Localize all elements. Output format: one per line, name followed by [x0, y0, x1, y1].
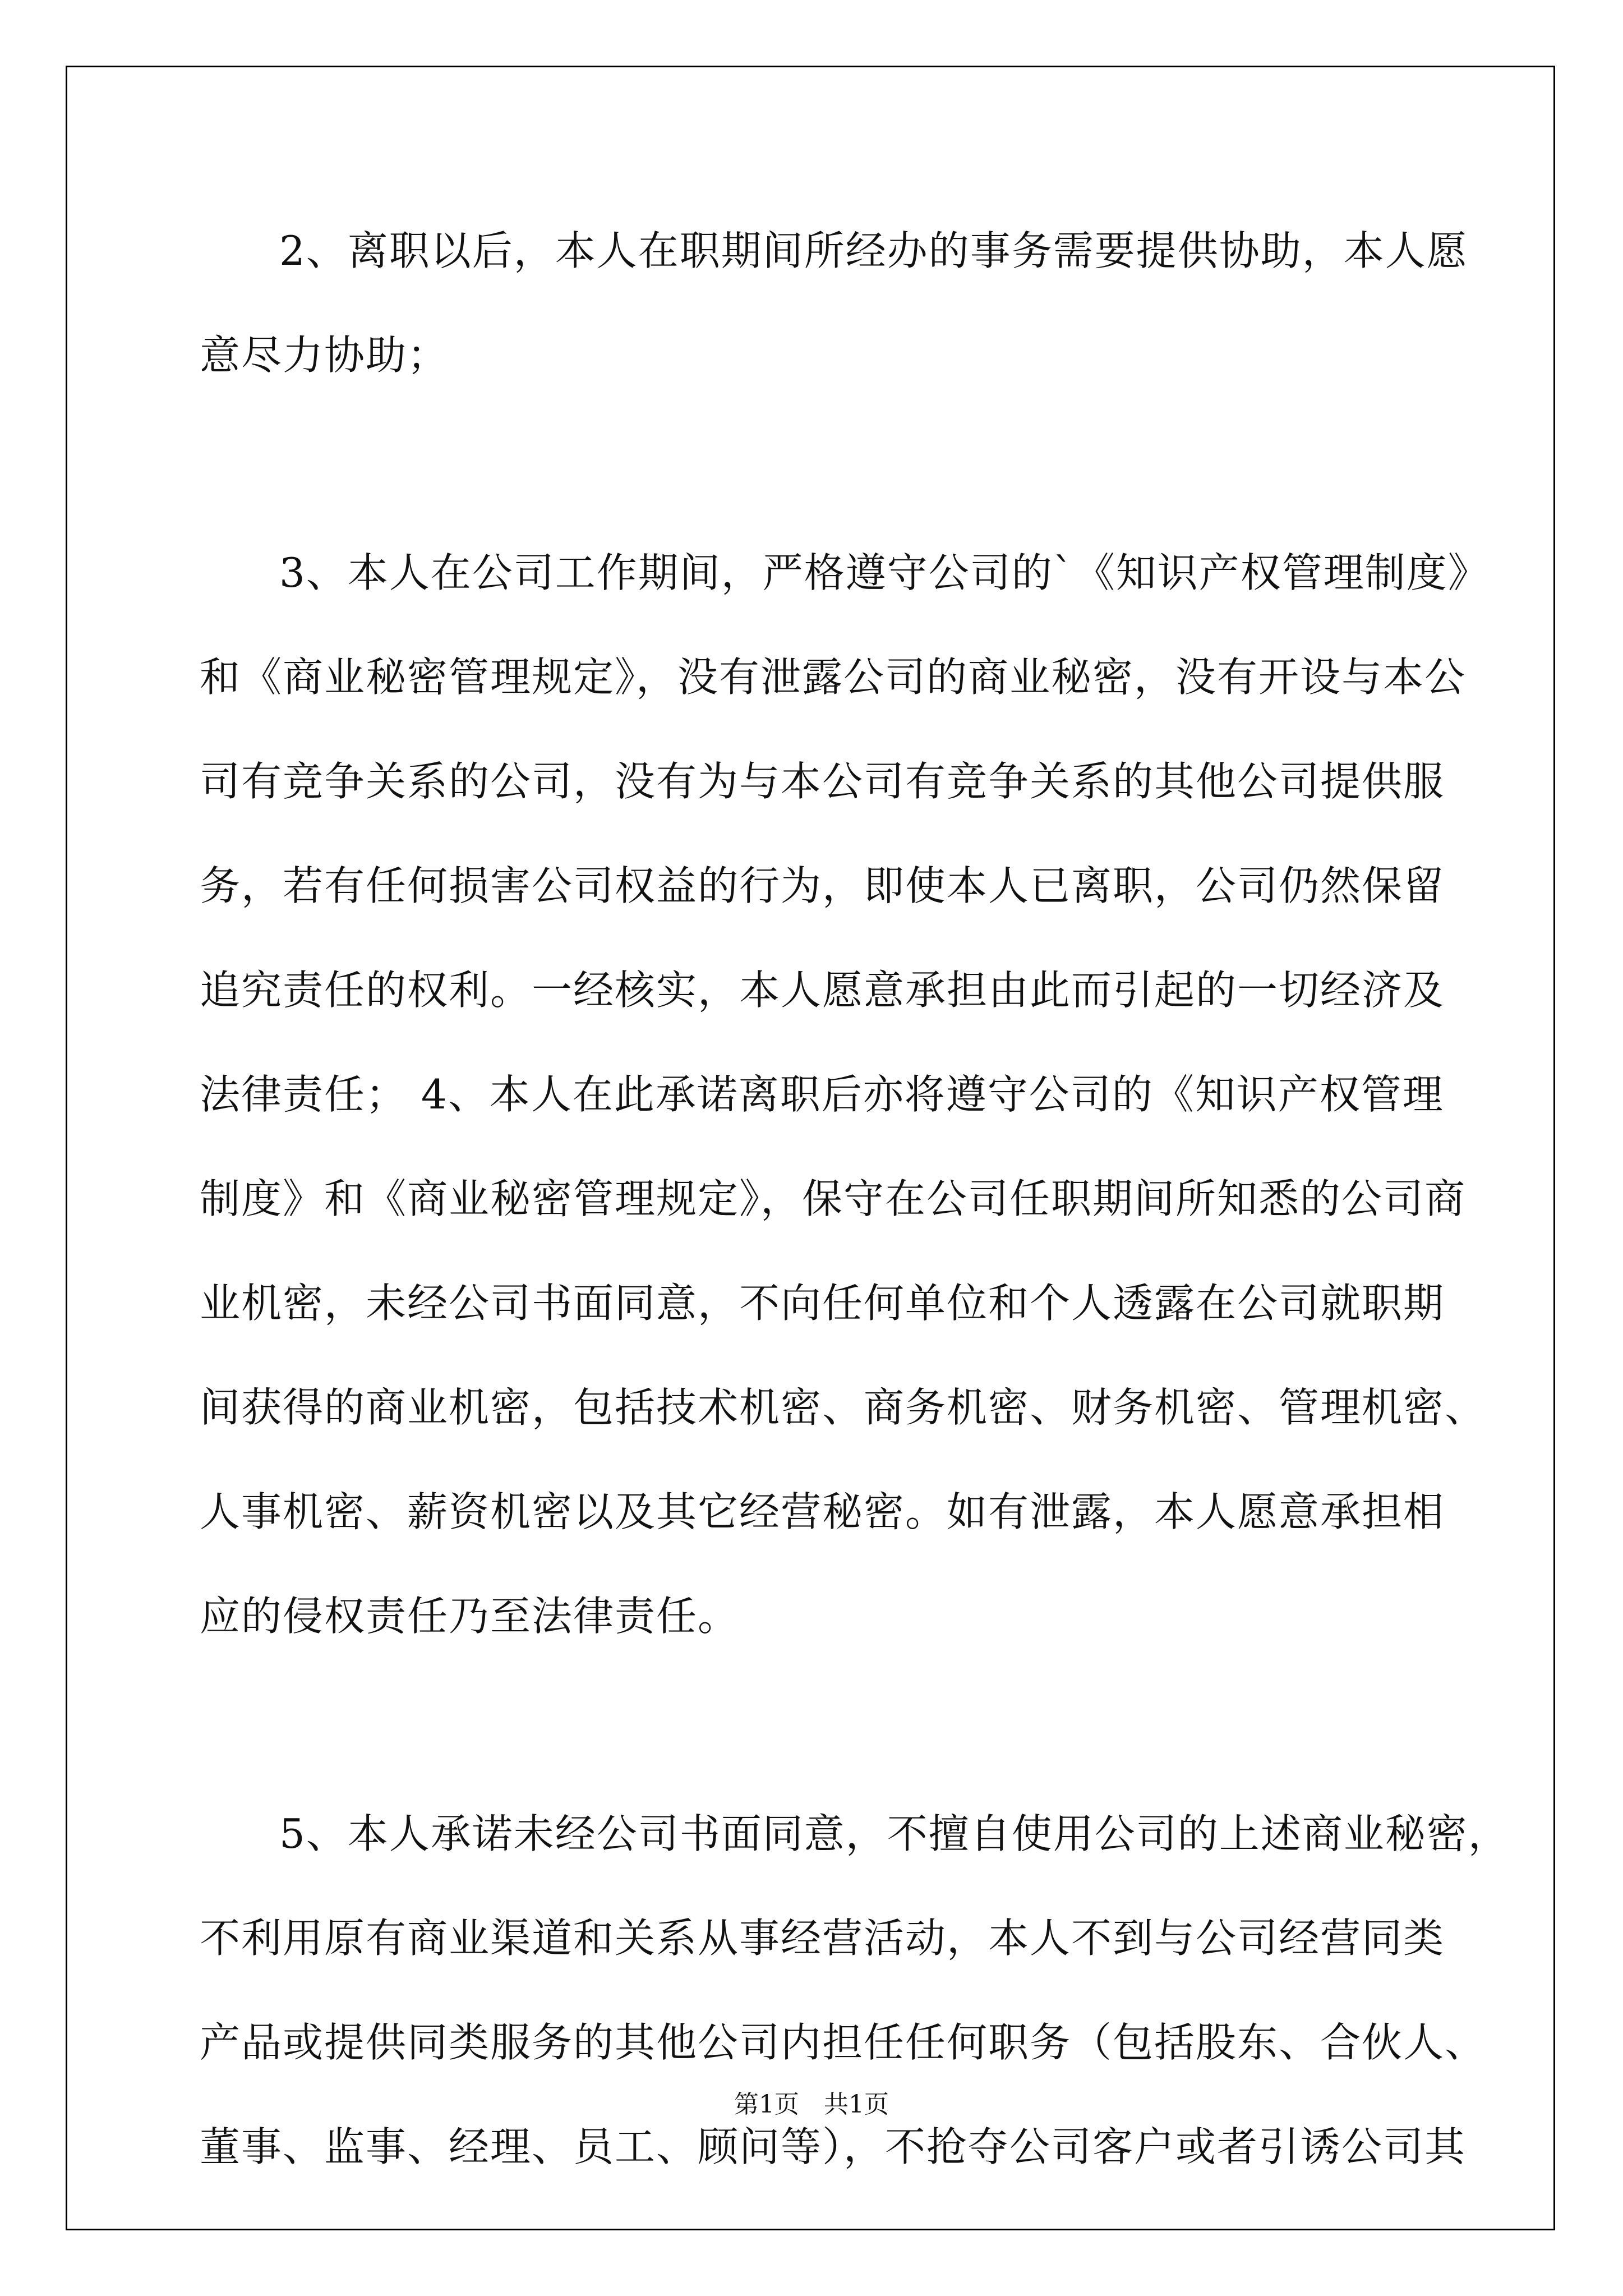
text-line: 追究责任的权利。一经核实，本人愿意承担由此而引起的一切经济及: [200, 967, 1445, 1014]
text-line: 应的侵权责任乃至法律责任。: [200, 1593, 740, 1640]
page-footer: [0, 2088, 1623, 2122]
text-line: 法律责任； 4、本人在此承诺离职后亦将遵守公司的《知识产权管理: [200, 1071, 1444, 1118]
page-count: 共1页: [824, 2090, 889, 2119]
text-line: 和《商业秘密管理规定》，没有泄露公司的商业秘密，没有开设与本公: [200, 654, 1467, 701]
text-line: 董事、监事、经理、员工、顾问等），不抢夺公司客户或者引诱公司其: [200, 2123, 1467, 2170]
text-line: 5、本人承诺未经公司书面同意，不擅自使用公司的上述商业秘密，: [279, 1810, 1510, 1857]
text-line: 间获得的商业机密，包括技术机密、商务机密、财务机密、管理机密、: [200, 1384, 1487, 1431]
paragraph-gap: [200, 1690, 1422, 1803]
text-line: 2、离职以后，本人在职期间所经办的事务需要提供协助，本人愿: [279, 227, 1468, 274]
text-line: 意尽力协助；: [200, 332, 449, 379]
text-line: 人事机密、薪资机密以及其它经营秘密。如有泄露，本人愿意承担相: [200, 1488, 1445, 1535]
paragraph-gap: [200, 429, 1422, 542]
document-body: [200, 220, 1510, 2220]
text-line: 业机密，未经公司书面同意，不向任何单位和个人透露在公司就职期: [200, 1280, 1445, 1327]
page-number: 第1页: [734, 2090, 799, 2119]
text-line: 司有竞争关系的公司，没有为与本公司有竞争关系的其他公司提供服: [200, 758, 1445, 805]
text-line: 产品或提供同类服务的其他公司内担任任何职务（包括股东、合伙人、: [200, 2019, 1487, 2066]
text-line: 3、本人在公司工作期间，严格遵守公司的`《知识产权管理制度》: [279, 549, 1490, 596]
text-line: 制度》和《商业秘密管理规定》，保守在公司任职期间所知悉的公司商: [200, 1175, 1467, 1222]
text-line: 不利用原有商业渠道和关系从事经营活动，本人不到与公司经营同类: [200, 1915, 1445, 1962]
text-line: 务，若有任何损害公司权益的行为，即使本人已离职，公司仍然保留: [200, 862, 1445, 909]
